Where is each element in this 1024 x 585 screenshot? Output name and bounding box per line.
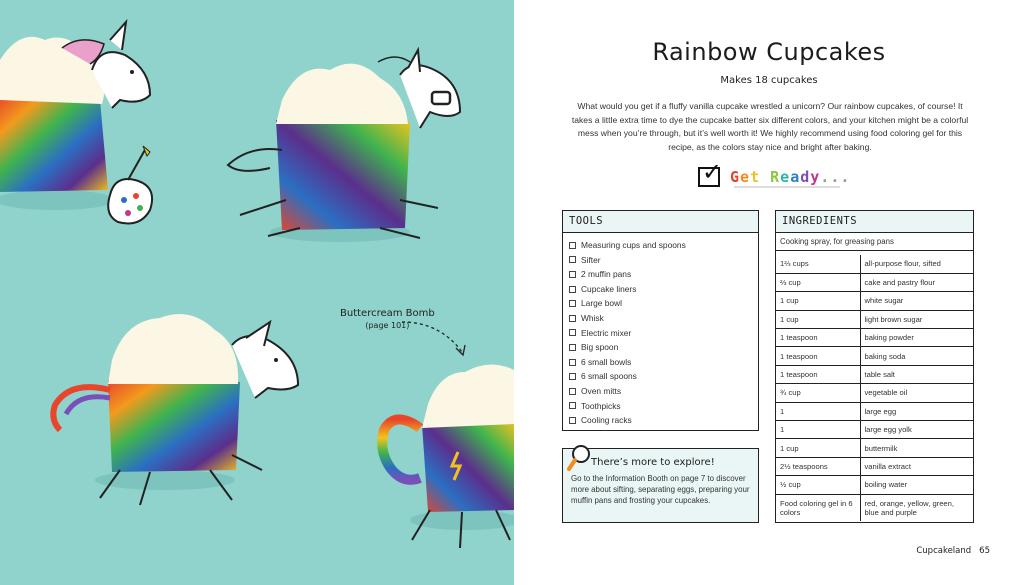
checkbox-icon (569, 417, 576, 424)
tool-label: Whisk (581, 312, 604, 323)
tool-item (569, 253, 758, 268)
checkbox-icon (569, 271, 576, 278)
ingredient-quantity: 1 cup (776, 310, 860, 328)
get-ready-letter: G (730, 168, 741, 186)
tool-item (569, 296, 758, 311)
ingredient-quantity: Food coloring gel in 6 colors (776, 494, 860, 521)
ingredient-cooking-spray: Cooking spray, for greasing pans (776, 233, 973, 251)
tool-item (569, 340, 758, 355)
tool-label: Cupcake liners (581, 283, 637, 294)
ingredient-row (776, 365, 973, 383)
tool-label: Big spoon (581, 342, 619, 353)
get-ready-letter: . (820, 168, 831, 186)
ingredient-quantity: 1 teaspoon (776, 347, 860, 365)
ingredient-name: boiling water (860, 476, 973, 494)
checkbox-icon (569, 359, 576, 366)
annotation-title: Buttercream Bomb (340, 308, 435, 319)
checkbox-icon (569, 373, 576, 380)
get-ready-letter: . (830, 168, 841, 186)
get-ready-letter: d (800, 168, 811, 186)
recipe-intro: What would you get if a fluffy vanilla cupcake wrestled a unicorn? Our rainbow cupcakes, of course! It takes a little extra time to dye the cupcake batter six different colors, and your kitchen might be a colorful mess when you’re through, but it’s well worth it! We highly recommend using food coloring gel for this recipe, as the colors stay nice and bright after baking. (571, 101, 969, 152)
ingredient-quantity: 1⅔ cups (776, 255, 860, 273)
ingredient-row (776, 255, 973, 273)
ingredient-quantity: 1 (776, 421, 860, 439)
checkbox-icon (569, 344, 576, 351)
tool-label: Electric mixer (581, 327, 632, 338)
checkbox-icon (698, 159, 723, 187)
checkbox-icon (569, 242, 576, 249)
tool-item (569, 355, 758, 370)
section-name: Cupcakeland (916, 546, 972, 556)
ingredient-quantity: 1 (776, 402, 860, 420)
page-footer (916, 546, 990, 556)
annotation-page-ref: (page 101) (365, 321, 410, 330)
ingredient-row (776, 421, 973, 439)
cupcake-2 (228, 50, 460, 242)
cupcake-3 (53, 314, 298, 505)
get-ready-letter: . (840, 168, 851, 186)
ingredient-row (776, 384, 973, 402)
ingredient-row (776, 292, 973, 310)
checkbox-icon (569, 256, 576, 263)
get-ready-heading (698, 159, 851, 190)
tool-label: Measuring cups and spoons (581, 240, 686, 250)
ingredient-name: large egg (860, 402, 973, 420)
get-ready-letter: a (790, 168, 801, 186)
get-ready-letter: y (810, 168, 821, 186)
checkbox-icon (569, 388, 576, 395)
tool-item (569, 369, 758, 384)
explore-box (562, 448, 759, 523)
ingredient-quantity: 1 cup (776, 292, 860, 310)
ingredient-name: light brown sugar (860, 310, 973, 328)
ingredient-row (776, 494, 973, 521)
ingredient-row (776, 476, 973, 494)
tool-label: Cooling racks (581, 415, 632, 426)
checkbox-icon (569, 329, 576, 336)
tool-label: Sifter (581, 254, 601, 265)
ingredient-row (776, 439, 973, 457)
ingredient-name: buttermilk (860, 439, 973, 457)
page-number: 65 (979, 546, 990, 556)
ingredient-name: white sugar (860, 292, 973, 310)
ingredient-name: large egg yolk (860, 421, 973, 439)
ingredient-name: vanilla extract (860, 457, 973, 475)
ingredient-row (776, 310, 973, 328)
magnifier-icon (567, 443, 593, 473)
ingredient-name: baking powder (860, 329, 973, 347)
ingredient-quantity: ¾ cup (776, 384, 860, 402)
tool-item (569, 326, 758, 341)
ingredient-name: table salt (860, 365, 973, 383)
get-ready-letter: e (740, 168, 751, 186)
recipe-yield: Makes 18 cupcakes (720, 75, 818, 86)
ingredient-row (776, 273, 973, 291)
tool-item (569, 413, 758, 428)
tool-label: Oven mitts (581, 385, 622, 396)
cupcake-1 (0, 22, 152, 224)
checkmark-icon: ✓ (702, 159, 723, 186)
tools-panel (562, 210, 759, 431)
checkbox-icon (569, 286, 576, 293)
explore-body: Go to the Information Booth on page 7 to discover more about sifting, separating eggs, preparing your muffin pans and frosting your cupcakes. (571, 474, 750, 505)
tool-label: 6 small bowls (581, 356, 632, 367)
tool-item (569, 267, 758, 282)
ingredients-panel (775, 210, 974, 523)
get-ready-letter: R (770, 168, 781, 186)
ingredient-row (776, 402, 973, 420)
tools-list (563, 233, 758, 428)
tool-item (569, 384, 758, 399)
tools-heading: TOOLS (563, 211, 758, 233)
checkbox-icon (569, 315, 576, 322)
ingredient-name: all-purpose flour, sifted (864, 259, 941, 269)
tool-item (569, 282, 758, 297)
get-ready-letter: t (750, 168, 761, 186)
tool-item (569, 311, 758, 326)
get-ready-letter (760, 168, 770, 186)
ingredients-table (776, 255, 973, 521)
tool-label: 6 small spoons (581, 371, 637, 382)
recipe-title: Rainbow Cupcakes (652, 38, 886, 66)
ingredients-heading: INGREDIENTS (776, 211, 973, 233)
checkbox-icon (569, 402, 576, 409)
get-ready-letter: e (780, 168, 791, 186)
checkbox-icon (569, 300, 576, 307)
cupcake-4 (382, 364, 514, 548)
tool-label: 2 muffin pans (581, 269, 632, 280)
ingredient-quantity: 2½ teaspoons (776, 457, 860, 475)
tool-label: Large bowl (581, 298, 622, 309)
tool-item (569, 399, 758, 414)
ingredient-row (776, 457, 973, 475)
ingredient-quantity: 1 teaspoon (776, 365, 860, 383)
ingredient-name: cake and pastry flour (860, 273, 973, 291)
recipe-page (514, 0, 1024, 585)
tool-label: Toothpicks (581, 400, 621, 411)
ingredient-quantity: ⅔ cup (776, 273, 860, 291)
ingredient-name: baking soda (860, 347, 973, 365)
explore-heading: There’s more to explore! (591, 457, 715, 468)
ingredient-name: vegetable oil (860, 384, 973, 402)
tool-item (569, 238, 758, 253)
get-ready-text (730, 168, 850, 186)
ingredient-quantity: 1 teaspoon (776, 329, 860, 347)
ingredient-name: red, orange, yellow, green, blue and purple (860, 494, 973, 521)
ingredient-quantity: ½ cup (776, 476, 860, 494)
ingredient-row (776, 347, 973, 365)
ingredient-quantity: 1 cup (776, 439, 860, 457)
ingredient-row (776, 329, 973, 347)
get-ready-underline (734, 186, 840, 188)
buttercream-annotation (340, 308, 435, 332)
